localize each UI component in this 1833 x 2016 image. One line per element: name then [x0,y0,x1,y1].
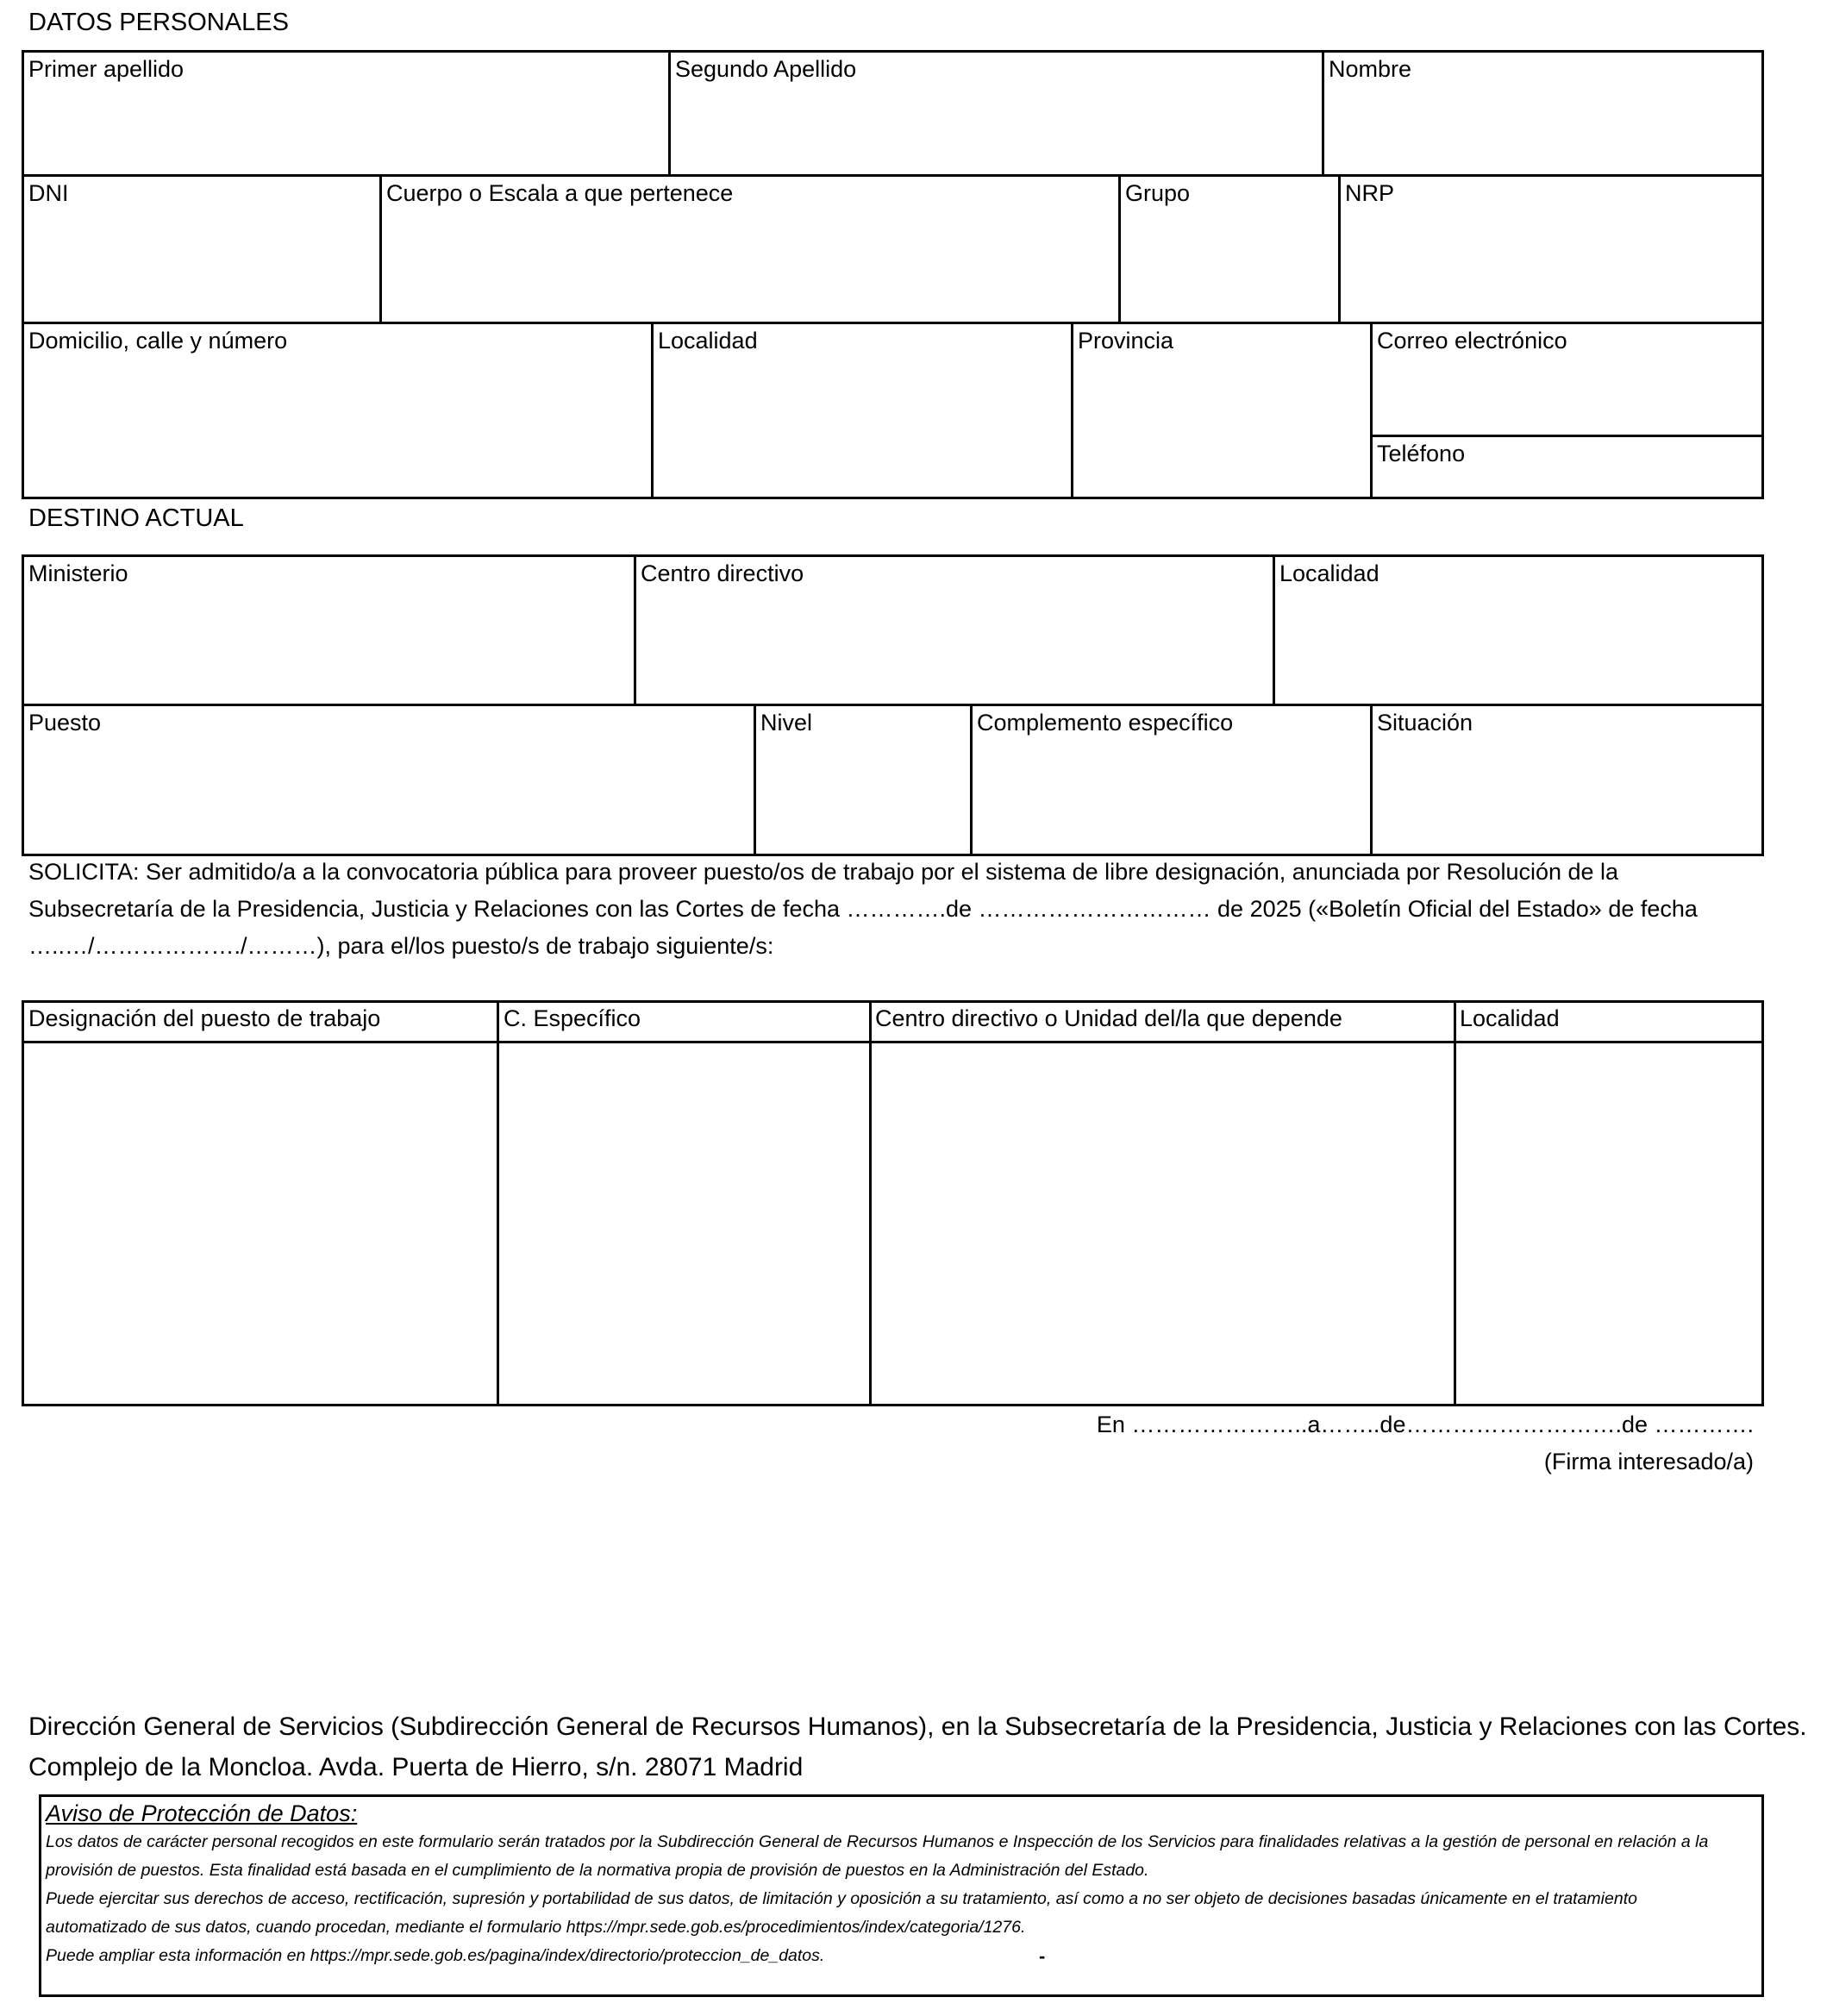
centro-directivo-label: Centro directivo [641,560,804,586]
nivel-label: Nivel [760,710,813,736]
dni-field[interactable] [24,177,379,322]
privacy-text [46,1828,1708,1970]
situacion-field[interactable] [1373,706,1761,854]
ministerio-label: Ministerio [28,560,128,586]
section-heading-destino-actual: DESTINO ACTUAL [28,504,244,532]
grupo-field[interactable] [1121,177,1338,322]
cuerpo-escala-field[interactable] [382,177,1118,322]
telefono-field[interactable] [1373,437,1761,497]
centro-directivo-field[interactable] [636,557,1273,704]
puesto-field[interactable] [24,706,754,854]
privacy-line-5: Puede ampliar esta información en https://mpr.sede.gob.es/pagina/index/directorio/proteccion_de_datos. [46,1946,825,1965]
domicilio-label: Domicilio, calle y número [28,328,288,354]
solicita-paragraph [28,854,1698,965]
puesto-label: Puesto [28,710,102,736]
grupo-label: Grupo [1125,180,1191,206]
signature-label: (Firma interesado/a) [1543,1449,1754,1474]
puesto-especifico-input[interactable] [499,1043,869,1404]
complemento-especifico-field[interactable] [973,706,1370,854]
nrp-field[interactable] [1341,177,1761,322]
nombre-field[interactable] [1324,53,1761,174]
solicita-line-3: …..…/………………./………), para el/los puesto/s de trabajo siguiente/s: [28,933,774,959]
date-place-line: En …………………..a……..de……………………….de …………. [1096,1412,1754,1437]
privacy-line-1: Los datos de carácter personal recogidos en este formulario serán tratados por la Subdirección General de Recursos Humanos e Inspección de los Servicios para finalidades relativas a la gestión de personal en relación a la [46,1832,1709,1851]
primer-apellido-field[interactable] [24,53,668,174]
footer-address-line-1: Dirección General de Servicios (Subdirección General de Recursos Humanos), en la Subsecretaría de la Presidencia, Justicia y Relaciones con las Cortes. [28,1712,1807,1741]
nivel-field[interactable] [756,706,970,854]
puestos-col-localidad: Localidad [1460,1005,1560,1031]
dni-label: DNI [28,180,69,206]
localidad-personal-label: Localidad [658,328,758,354]
correo-label: Correo electrónico [1377,328,1567,354]
segundo-apellido-field[interactable] [671,53,1322,174]
correo-field[interactable] [1373,324,1761,435]
localidad-personal-field[interactable] [654,324,1071,497]
complemento-especifico-label: Complemento específico [977,710,1234,736]
telefono-label: Teléfono [1377,441,1466,466]
solicita-line-2: Subsecretaría de la Presidencia, Justicia y Relaciones con las Cortes de fecha ………….de ………………………… de 2025 («Boletín Oficial del Estado» de fecha [28,896,1698,922]
puesto-centro-input[interactable] [872,1043,1454,1404]
puestos-col-especifico: C. Específico [504,1005,641,1031]
cuerpo-escala-label: Cuerpo o Escala a que pertenece [386,180,734,206]
provincia-label: Provincia [1078,328,1174,354]
privacy-line-2: provisión de puestos. Esta finalidad está basada en el cumplimiento de la normativa propia de provisión de puestos en la Administración del Estado. [46,1861,1149,1880]
footer-address-line-2: Complejo de la Moncloa. Avda. Puerta de Hierro, s/n. 28071 Madrid [28,1753,804,1781]
privacy-line-4: automatizado de sus datos, cuando procedan, mediante el formulario https://mpr.sede.gob.es/procedimientos/index/categoria/1276. [46,1918,1026,1937]
nombre-label: Nombre [1329,56,1412,82]
puesto-designacion-input[interactable] [24,1043,497,1404]
puesto-localidad-input[interactable] [1456,1043,1761,1404]
domicilio-field[interactable] [24,324,651,497]
localidad-destino-field[interactable] [1275,557,1761,704]
puestos-col-designacion: Designación del puesto de trabajo [28,1005,381,1031]
signature-area[interactable] [1293,1487,1759,1660]
ministerio-field[interactable] [24,557,634,704]
section-heading-datos-personales: DATOS PERSONALES [28,9,289,36]
localidad-destino-label: Localidad [1279,560,1379,586]
solicita-line-1: SOLICITA: Ser admitido/a a la convocatoria pública para proveer puesto/os de trabajo por el sistema de libre designación, anunciada por Resolución de la [28,859,1619,885]
situacion-label: Situación [1377,710,1473,736]
privacy-trailing-mark: - [1039,1945,1046,1967]
privacy-title: Aviso de Protección de Datos: [46,1800,358,1826]
provincia-field[interactable] [1073,324,1370,497]
privacy-line-3: Puede ejercitar sus derechos de acceso, rectificación, supresión y portabilidad de sus datos, de limitación y oposición a su tratamiento, así como a no ser objeto de decisiones basadas únicamente en el tratamiento [46,1889,1637,1908]
primer-apellido-label: Primer apellido [28,56,185,82]
puestos-col-centro: Centro directivo o Unidad del/la que depende [875,1005,1342,1031]
nrp-label: NRP [1345,180,1395,206]
segundo-apellido-label: Segundo Apellido [675,56,857,82]
